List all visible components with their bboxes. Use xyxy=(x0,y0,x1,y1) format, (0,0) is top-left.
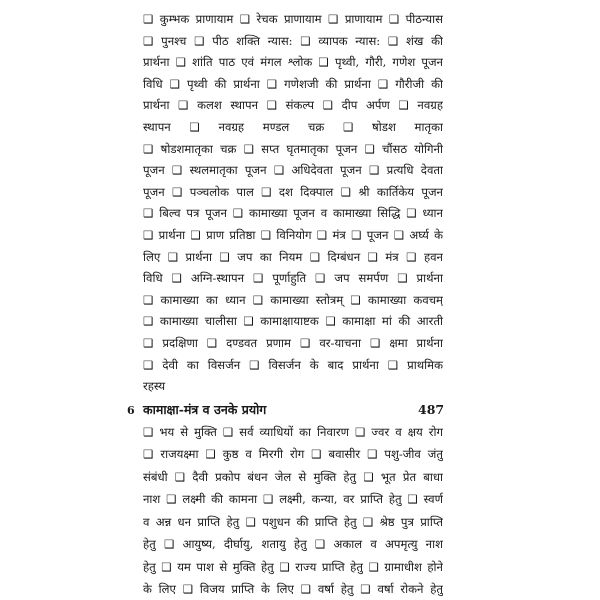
toc-line: ❑ बिल्व पत्र पूजन ❑ कामाख्या पूजन व कामाख्या सिद्धि ❑ ध्यान xyxy=(143,206,443,221)
toc-line: व अन्न धन प्राप्ति हेतु ❑ पशुधन की प्राप्ति हेतु ❑ श्रेष्ठ पुत्र प्राप्ति xyxy=(143,514,443,529)
toc-line: प्रार्थना ❑ शांति पाठ एवं मंगल श्लोक ❑ पृथ्वी, गौरी, गणेश पूजन xyxy=(143,55,443,70)
toc-line: हेतु ❑ यम पाश से मुक्ति हेतु ❑ राज्य प्राप्ति हेतु ❑ ग्रामाधीश होने xyxy=(143,559,443,574)
toc-line: ❑ षोडशमातृका चक्र ❑ सप्त घृतमातृका पूजन ❑ चौंसठ योगिनी xyxy=(143,141,443,156)
toc-line: ❑ राजयक्ष्मा ❑ कुष्ठ व मिरगी रोग ❑ बवासीर ❑ पशु-जीव जंतु xyxy=(143,447,443,462)
toc-line: संबंधी ❑ दैवी प्रकोप बंधन जेल से मुक्ति हेतु ❑ भूत प्रेत बाधा xyxy=(143,469,443,484)
toc-line: विधि ❑ पृथ्वी की प्रार्थना ❑ गणेशजी की प्रार्थना ❑ गौरीजी की xyxy=(143,76,443,91)
toc-line: नाश ❑ लक्ष्मी की कामना ❑ लक्ष्मी, कन्या, वर प्राप्ति हेतु ❑ स्वर्ण xyxy=(143,492,443,507)
toc-line: ❑ भय से मुक्ति ❑ सर्व व्याधियों का निवारण ❑ ज्वर व क्षय रोग xyxy=(143,424,443,439)
toc-line: ❑ कुम्भक प्राणायाम ❑ रेचक प्राणायाम ❑ प्राणायाम ❑ पीठन्यास xyxy=(143,12,443,26)
toc-line: स्थापन ❑ नवग्रह मण्डल चक्र ❑ षोडश मातृका xyxy=(143,120,443,134)
toc-line: हेतु ❑ आयुष्य, दीर्घायु, शतायु हेतु ❑ अकाल व अपमृत्यु नाश xyxy=(143,537,443,552)
toc-line: ❑ कामाख्या चालीसा ❑ कामाक्षायाष्टक ❑ कामाक्षा मां की आरती xyxy=(143,314,443,329)
toc-line: ❑ देवी का विसर्जन ❑ विसर्जन के बाद प्रार्थना ❑ प्राथमिक xyxy=(143,357,443,372)
toc-line: रहस्य xyxy=(143,379,166,394)
toc-line: ❑ कामाख्या का ध्यान ❑ कामाख्या स्तोत्रम् ❑ कामाख्या कवचम् xyxy=(143,292,443,307)
toc-line: ❑ प्रदक्षिणा ❑ दण्डवत प्रणाम ❑ वर-याचना ❑ क्षमा प्रार्थना xyxy=(143,336,443,350)
toc-line: के लिए ❑ विजय प्राप्ति के लिए ❑ वर्षा हेतु ❑ वर्षा रोकने हेतु xyxy=(143,582,443,596)
toc-line: प्रार्थना ❑ कलश स्थापन ❑ संकल्प ❑ दीप अर्पण ❑ नवग्रह xyxy=(143,98,443,113)
toc-line: ❑ प्रार्थना ❑ प्राण प्रतिष्ठा ❑ विनियोग ❑ मंत्र ❑ पूजन ❑ अर्घ्य के xyxy=(143,228,443,242)
toc-line: पूजन ❑ स्थलमातृका पूजन ❑ अधिदेवता पूजन ❑ प्रत्यधि देवता xyxy=(143,163,443,178)
toc-line: विधि ❑ अग्नि-स्थापन ❑ पूर्णाहुति ❑ जप समर्पण ❑ प्रार्थना xyxy=(143,271,443,286)
chapter-bullet: 6 xyxy=(127,403,135,417)
toc-line: लिए ❑ प्रार्थना ❑ जप का नियम ❑ दिग्बंधन ❑ मंत्र ❑ हवन xyxy=(143,249,443,264)
page-number: 487 xyxy=(418,401,445,417)
toc-line: ❑ पुनश्च ❑ पीठ शक्ति न्यास: ❑ व्यापक न्यास: ❑ शंख की xyxy=(143,33,443,48)
toc-line: पूजन ❑ पञ्चलोक पाल ❑ दश दिक्पाल ❑ श्री कार्तिकेय पूजन xyxy=(143,184,443,199)
chapter-title: कामाक्षा-मंत्र व उनके प्रयोग xyxy=(143,401,267,417)
